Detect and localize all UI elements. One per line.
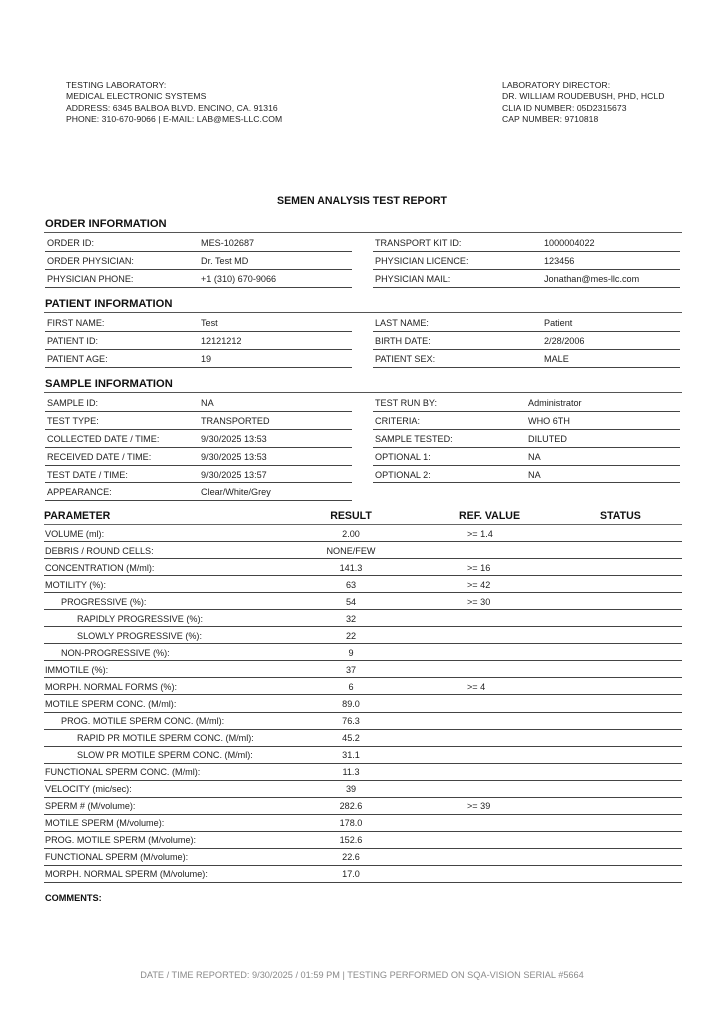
parameter-result: 2.00: [342, 528, 360, 539]
parameter-row: [44, 678, 682, 695]
parameter-row: [44, 593, 682, 610]
parameter-name: CONCENTRATION (M/ml):: [45, 562, 155, 573]
info-label: PATIENT ID:: [47, 335, 99, 346]
order-left-column: [45, 234, 352, 288]
parameter-name: VOLUME (ml):: [45, 528, 105, 539]
info-row: [373, 430, 680, 448]
parameter-name: RAPID PR MOTILE SPERM CONC. (M/ml):: [77, 733, 254, 744]
parameter-result: 32: [345, 613, 357, 624]
info-label: TEST RUN BY:: [375, 398, 437, 408]
parameter-row: [44, 542, 682, 559]
parameter-table-header: [44, 510, 682, 525]
parameter-name: FUNCTIONAL SPERM CONC. (M/ml):: [45, 767, 201, 778]
comments-label: COMMENTS:: [45, 893, 102, 903]
parameter-name: DEBRIS / ROUND CELLS:: [45, 545, 154, 556]
info-value: Clear/White/Grey: [201, 487, 271, 498]
info-value: 9/30/2025 13:57: [201, 469, 267, 480]
director-line: CAP NUMBER: 9710818: [502, 114, 599, 125]
info-label: FIRST NAME:: [47, 318, 105, 328]
sample-information-section: [44, 377, 682, 502]
parameter-result: 76.3: [342, 716, 360, 727]
info-row: [373, 270, 680, 288]
info-label: PHYSICIAN LICENCE:: [375, 255, 469, 266]
report-title: SEMEN ANALYSIS TEST REPORT: [277, 195, 447, 207]
patient-left-column: [45, 314, 352, 368]
info-value: NA: [528, 469, 541, 480]
parameter-ref-value: >= 30: [467, 596, 491, 607]
info-label: ORDER ID:: [47, 238, 94, 248]
parameter-name: FUNCTIONAL SPERM (M/volume):: [45, 852, 189, 863]
info-value: 123456: [544, 255, 575, 266]
parameter-name: MOTILE SPERM (M/volume):: [45, 818, 165, 829]
director-line: DR. WILLIAM ROUDEBUSH, PHD, HCLD: [502, 91, 665, 102]
parameter-result: 152.6: [339, 835, 363, 846]
lab-line: TESTING LABORATORY:: [66, 80, 167, 90]
info-row: [45, 350, 352, 368]
section-title: SAMPLE INFORMATION: [44, 377, 682, 393]
info-row: [45, 270, 352, 288]
info-value: 9/30/2025 13:53: [201, 451, 267, 462]
parameter-row: [44, 627, 682, 644]
parameter-result: 39: [345, 784, 357, 795]
header-status: STATUS: [600, 510, 641, 522]
info-value: TRANSPORTED: [201, 415, 270, 426]
parameter-ref-value: >= 4: [467, 681, 486, 692]
parameter-rows: [44, 525, 682, 883]
director-line: LABORATORY DIRECTOR:: [502, 80, 611, 90]
parameter-name: MORPH. NORMAL SPERM (M/volume):: [45, 869, 208, 880]
parameter-result: 89.0: [342, 698, 360, 709]
parameter-row: [44, 747, 682, 764]
parameter-result: NONE/FEW: [326, 545, 376, 556]
parameter-result: 6: [348, 681, 354, 692]
parameter-result: 31.1: [342, 750, 360, 761]
info-value: 12121212: [201, 335, 242, 346]
header-parameter: PARAMETER: [44, 510, 111, 522]
info-label: SAMPLE TESTED:: [375, 433, 453, 444]
sample-left-column: [45, 394, 352, 501]
info-label: ORDER PHYSICIAN:: [47, 255, 134, 266]
section-title: ORDER INFORMATION: [44, 217, 682, 233]
parameter-row: [44, 576, 682, 593]
parameter-name: RAPIDLY PROGRESSIVE (%):: [77, 613, 203, 624]
parameter-name: SLOW PR MOTILE SPERM CONC. (M/ml):: [77, 750, 253, 761]
info-label: LAST NAME:: [375, 318, 429, 328]
parameter-name: MOTILITY (%):: [45, 579, 106, 590]
lab-line: MEDICAL ELECTRONIC SYSTEMS: [66, 91, 207, 102]
lab-line: PHONE: 310-670-9066 | E-MAIL: LAB@MES-LLC.COM: [66, 114, 283, 125]
parameter-row: [44, 849, 682, 866]
parameter-row: [44, 815, 682, 832]
info-row: [373, 466, 680, 484]
info-value: 9/30/2025 13:53: [201, 433, 267, 444]
info-label: RECEIVED DATE / TIME:: [47, 451, 152, 462]
parameter-row: [44, 764, 682, 781]
info-value: 2/28/2006: [544, 335, 585, 346]
parameter-result: 141.3: [339, 562, 363, 573]
info-row: [373, 234, 680, 252]
info-value: NA: [201, 398, 214, 408]
info-label: TEST TYPE:: [47, 415, 99, 426]
parameter-row: [44, 866, 682, 883]
parameter-row: [44, 832, 682, 849]
parameter-row: [44, 644, 682, 661]
info-row: [373, 252, 680, 270]
info-label: PHYSICIAN MAIL:: [375, 273, 451, 284]
parameter-result: 11.3: [342, 767, 360, 778]
info-label: CRITERIA:: [375, 415, 420, 426]
info-row: [373, 448, 680, 466]
info-label: APPEARANCE:: [47, 487, 112, 498]
info-row: [45, 412, 352, 430]
report-footer: DATE / TIME REPORTED: 9/30/2025 / 01:59 PM | TESTING PERFORMED ON SQA-VISION SERIAL #5664: [140, 970, 584, 980]
order-right-column: [373, 234, 680, 288]
parameter-name: MORPH. NORMAL FORMS (%):: [45, 681, 178, 692]
info-row: [45, 332, 352, 350]
parameter-name: NON-PROGRESSIVE (%):: [61, 647, 170, 658]
info-row: [45, 394, 352, 412]
parameter-row: [44, 695, 682, 712]
info-value: MES-102687: [201, 238, 255, 248]
parameter-result: 22.6: [342, 852, 360, 863]
info-value: Dr. Test MD: [201, 255, 249, 266]
info-value: 19: [201, 353, 212, 364]
lab-line: ADDRESS: 6345 BALBOA BLVD. ENCINO, CA. 91316: [66, 102, 278, 113]
parameter-row: [44, 525, 682, 542]
parameter-row: [44, 559, 682, 576]
info-row: [373, 332, 680, 350]
parameter-ref-value: >= 39: [467, 801, 491, 812]
info-label: BIRTH DATE:: [375, 335, 431, 346]
info-row: [373, 314, 680, 332]
parameter-row: [44, 730, 682, 747]
section-title: PATIENT INFORMATION: [44, 297, 682, 313]
header-ref-value: REF. VALUE: [459, 510, 521, 522]
testing-laboratory-block: [66, 80, 282, 126]
info-value: WHO 6TH: [528, 415, 570, 426]
info-label: COLLECTED DATE / TIME:: [47, 433, 160, 444]
info-value: MALE: [544, 353, 569, 364]
parameter-result: 9: [348, 647, 354, 658]
sample-right-column: [373, 394, 680, 483]
info-value: Patient: [544, 318, 573, 328]
info-row: [45, 314, 352, 332]
parameter-name: SPERM # (M/volume):: [45, 801, 136, 812]
parameter-name: PROG. MOTILE SPERM (M/volume):: [45, 835, 197, 846]
info-value: NA: [528, 451, 541, 462]
parameter-name: IMMOTILE (%):: [45, 664, 109, 675]
info-row: [45, 483, 352, 501]
info-label: OPTIONAL 1:: [375, 451, 431, 462]
laboratory-director-block: [502, 80, 665, 126]
parameter-result: 63: [345, 579, 357, 590]
parameter-result: 37: [345, 664, 357, 675]
header-result: RESULT: [330, 510, 372, 522]
parameter-result: 54: [345, 596, 357, 607]
info-label: PATIENT AGE:: [47, 353, 108, 364]
parameter-table: [44, 510, 682, 883]
parameter-name: PROG. MOTILE SPERM CONC. (M/ml):: [61, 716, 225, 727]
info-label: TEST DATE / TIME:: [47, 469, 128, 480]
info-row: [45, 448, 352, 466]
info-label: OPTIONAL 2:: [375, 469, 431, 480]
parameter-result: 178.0: [339, 818, 363, 829]
info-label: SAMPLE ID:: [47, 398, 99, 408]
parameter-result: 17.0: [342, 869, 360, 880]
parameter-row: [44, 713, 682, 730]
info-value: DILUTED: [528, 433, 567, 444]
parameter-name: PROGRESSIVE (%):: [61, 596, 147, 607]
parameter-name: SLOWLY PROGRESSIVE (%):: [77, 630, 202, 641]
director-line: CLIA ID NUMBER: 05D2315673: [502, 102, 627, 113]
info-value: Test: [201, 318, 218, 328]
order-information-section: [44, 217, 682, 292]
patient-information-section: [44, 297, 682, 372]
info-row: [373, 412, 680, 430]
info-label: PATIENT SEX:: [375, 353, 436, 364]
patient-right-column: [373, 314, 680, 368]
parameter-result: 45.2: [342, 733, 360, 744]
info-row: [373, 350, 680, 368]
info-value: Jonathan@mes-llc.com: [544, 273, 640, 284]
parameter-name: MOTILE SPERM CONC. (M/ml):: [45, 698, 177, 709]
parameter-row: [44, 661, 682, 678]
parameter-ref-value: >= 16: [467, 562, 491, 573]
parameter-ref-value: >= 1.4: [467, 528, 493, 539]
info-row: [45, 234, 352, 252]
parameter-row: [44, 781, 682, 798]
info-row: [373, 394, 680, 412]
parameter-result: 282.6: [339, 801, 363, 812]
info-value: 1000004022: [544, 238, 595, 248]
info-value: Administrator: [528, 398, 582, 408]
info-value: +1 (310) 670-9066: [201, 273, 277, 284]
info-label: PHYSICIAN PHONE:: [47, 273, 134, 284]
info-row: [45, 430, 352, 448]
parameter-row: [44, 798, 682, 815]
info-row: [45, 252, 352, 270]
parameter-ref-value: >= 42: [467, 579, 491, 590]
parameter-result: 22: [345, 630, 357, 641]
parameter-name: VELOCITY (mic/sec):: [45, 784, 132, 795]
info-row: [45, 466, 352, 484]
info-label: TRANSPORT KIT ID:: [375, 238, 462, 248]
parameter-row: [44, 610, 682, 627]
